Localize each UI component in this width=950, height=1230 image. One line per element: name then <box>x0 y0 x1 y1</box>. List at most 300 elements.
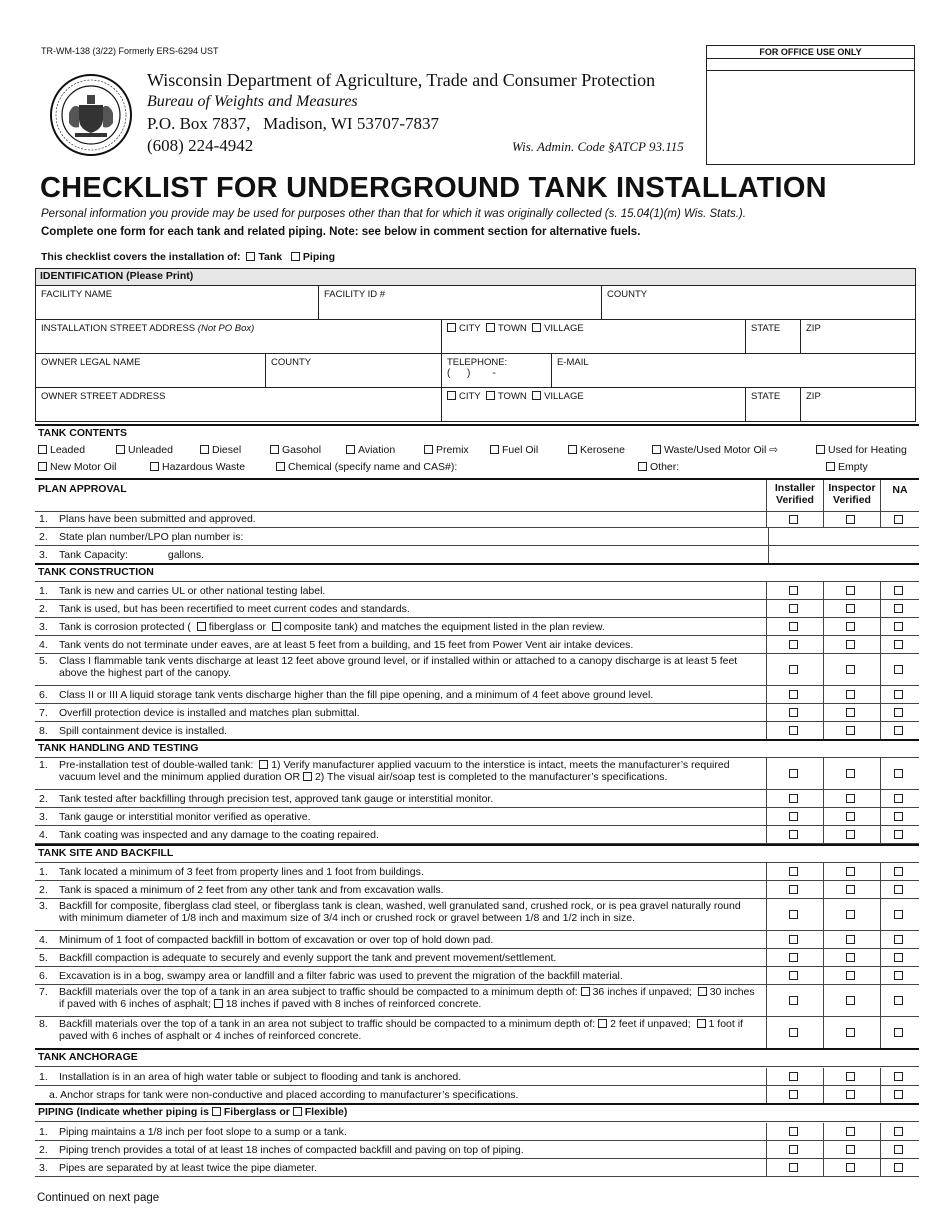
installer-checkbox[interactable] <box>789 726 798 735</box>
item-number: 2. <box>39 602 48 615</box>
na-cell <box>880 931 919 948</box>
zip-label: ZIP <box>806 323 821 334</box>
content-checkbox[interactable] <box>424 445 433 454</box>
inspector-checkbox[interactable] <box>846 971 855 980</box>
piping-fiberglass-label: Fiberglass or <box>223 1106 290 1118</box>
item-number: 1. <box>39 1125 48 1138</box>
content-option[interactable] <box>568 444 625 456</box>
installer-cell <box>766 511 823 527</box>
item-text: gallons. <box>167 548 205 561</box>
tank-label: Tank <box>258 251 283 263</box>
item-text: Tank tested after backfilling through precision test, approved tank gauge or interstitial monitor. <box>59 792 494 805</box>
na-checkbox[interactable] <box>894 812 903 821</box>
content-checkbox[interactable] <box>568 445 577 454</box>
inspector-checkbox[interactable] <box>846 812 855 821</box>
1-foot-checkbox[interactable] <box>697 1019 706 1028</box>
piping-header: PIPING (Indicate whether piping is <box>38 1106 209 1118</box>
state-label: STATE <box>751 323 781 334</box>
item-text: Pre-installation test of double-walled tank: <box>59 759 254 771</box>
item-text: fiberglass or <box>208 620 266 633</box>
inspector-cell <box>823 1017 880 1048</box>
inspector-checkbox[interactable] <box>846 690 855 699</box>
installer-cell <box>766 600 823 617</box>
owner-city-checkbox[interactable] <box>447 391 456 400</box>
na-checkbox[interactable] <box>894 665 903 674</box>
content-option[interactable] <box>826 461 868 473</box>
installer-cell <box>766 1068 823 1085</box>
inspector-checkbox[interactable] <box>846 935 855 944</box>
na-checkbox[interactable] <box>894 910 903 919</box>
installer-checkbox[interactable] <box>789 769 798 778</box>
inspector-cell <box>823 704 880 721</box>
content-label: Waste/Used Motor Oil ⇨ <box>664 444 779 456</box>
na-checkbox[interactable] <box>894 708 903 717</box>
na-cell <box>880 654 919 685</box>
na-cell <box>880 686 919 703</box>
agency-address: P.O. Box 7837, Madison, WI 53707-7837 <box>147 114 439 133</box>
installer-checkbox[interactable] <box>789 708 798 717</box>
installer-checkbox[interactable] <box>789 885 798 894</box>
inspector-checkbox[interactable] <box>846 953 855 962</box>
content-option[interactable] <box>200 444 241 456</box>
36-inch-checkbox[interactable] <box>581 987 590 996</box>
agency-name: Wisconsin Department of Agriculture, Trade and Consumer Protection <box>147 70 656 90</box>
tank-contents-row1 <box>38 444 918 458</box>
tank-contents-row2 <box>38 461 918 475</box>
inspector-cell <box>823 863 880 880</box>
inspector-cell <box>823 949 880 966</box>
inspector-checkbox[interactable] <box>846 830 855 839</box>
installer-checkbox[interactable] <box>789 640 798 649</box>
composite-tank-checkbox[interactable] <box>272 622 281 631</box>
install-municipality <box>442 320 746 353</box>
checklist-row <box>35 704 919 722</box>
air-soap-checkbox[interactable] <box>303 772 312 781</box>
item-number: 1. <box>39 865 48 878</box>
na-checkbox[interactable] <box>894 1028 903 1037</box>
inspector-cell <box>823 722 880 739</box>
content-checkbox[interactable] <box>652 445 661 454</box>
installer-cell <box>766 949 823 966</box>
section-header <box>35 847 919 859</box>
content-checkbox[interactable] <box>826 462 835 471</box>
owner-zip-label: ZIP <box>806 391 821 402</box>
na-checkbox[interactable] <box>894 885 903 894</box>
installer-checkbox[interactable] <box>789 812 798 821</box>
agency-phone: (608) 224-4942 <box>147 136 254 155</box>
owner-village-checkbox[interactable] <box>532 391 541 400</box>
na-checkbox[interactable] <box>894 1127 903 1136</box>
county-label: COUNTY <box>607 289 648 300</box>
installer-cell <box>766 1159 823 1176</box>
item-text: Pipes are separated by at least twice the pipe diameter. <box>59 1161 317 1174</box>
content-label: Other: <box>650 461 680 473</box>
piping-fiberglass-checkbox[interactable] <box>212 1107 221 1116</box>
item-text: a. Anchor straps for tank were non-conductive and placed according to manufacturer’s specifications. <box>49 1088 519 1101</box>
content-label: Leaded <box>50 444 86 456</box>
inspector-cell <box>823 1141 880 1158</box>
content-checkbox[interactable] <box>200 445 209 454</box>
inspector-cell <box>823 808 880 825</box>
village-label: VILLAGE <box>544 323 584 334</box>
inspector-checkbox[interactable] <box>846 996 855 1005</box>
item-text: State plan number/LPO plan number is: <box>59 530 244 543</box>
not-po-note: (Not PO Box) <box>197 323 255 334</box>
owner-city-label: CITY <box>459 391 481 402</box>
inspector-checkbox[interactable] <box>846 1163 855 1172</box>
content-option[interactable] <box>490 444 538 456</box>
installer-cell <box>766 704 823 721</box>
installer-checkbox[interactable] <box>789 910 798 919</box>
inspector-cell <box>823 686 880 703</box>
installer-checkbox[interactable] <box>789 935 798 944</box>
plan-approval-header: PLAN APPROVAL <box>38 483 127 495</box>
item-number: 1. <box>39 759 48 771</box>
install-address-field[interactable] <box>36 320 442 353</box>
content-label: Empty <box>838 461 868 473</box>
inspector-checkbox[interactable] <box>846 794 855 803</box>
piping-checkbox[interactable] <box>291 252 300 261</box>
inspector-cell <box>823 654 880 685</box>
installer-checkbox[interactable] <box>789 604 798 613</box>
inspector-checkbox[interactable] <box>846 622 855 631</box>
item-number: 3. <box>39 548 48 561</box>
inspector-checkbox[interactable] <box>846 910 855 919</box>
covers-line <box>41 251 335 263</box>
inspector-checkbox[interactable] <box>846 640 855 649</box>
content-option[interactable] <box>276 461 457 473</box>
item-text: 36 inches if unpaved; <box>592 986 692 998</box>
item-text: Class II or III A liquid storage tank vents discharge higher than the fill pipe opening, and a minimum of 4 feet above ground level. <box>59 688 654 701</box>
item-text: Tank coating was inspected and any damage to the coating repaired. <box>59 828 379 841</box>
owner-village-label: VILLAGE <box>544 391 584 402</box>
owner-address-label: OWNER STREET ADDRESS <box>41 391 166 402</box>
facility-id-field[interactable] <box>319 286 602 319</box>
install-state-field[interactable] <box>746 320 801 353</box>
identification-section <box>35 268 916 422</box>
na-checkbox[interactable] <box>894 690 903 699</box>
installer-checkbox[interactable] <box>789 971 798 980</box>
installer-checkbox[interactable] <box>789 1145 798 1154</box>
na-checkbox[interactable] <box>894 1163 903 1172</box>
office-use-label: FOR OFFICE USE ONLY <box>707 46 914 59</box>
install-zip-field[interactable] <box>801 320 915 353</box>
item-number: 3. <box>39 620 48 633</box>
install-city-checkbox[interactable] <box>447 323 456 332</box>
content-label: Hazardous Waste <box>162 461 246 473</box>
section-header <box>35 1051 919 1063</box>
installer-checkbox[interactable] <box>789 830 798 839</box>
installer-cell <box>766 826 823 843</box>
inspector-cell <box>823 881 880 898</box>
telephone-field[interactable] <box>442 354 552 387</box>
installer-cell <box>766 654 823 685</box>
item-number: 2. <box>39 792 48 805</box>
checklist-row <box>35 1159 919 1177</box>
page-title: CHECKLIST FOR UNDERGROUND TANK INSTALLATION <box>40 172 827 204</box>
na-checkbox[interactable] <box>894 769 903 778</box>
item-number: 3. <box>39 1161 48 1174</box>
checklist-row <box>35 931 919 949</box>
na-cell <box>880 1068 919 1085</box>
installer-checkbox[interactable] <box>789 665 798 674</box>
installer-cell <box>766 881 823 898</box>
content-checkbox[interactable] <box>38 445 47 454</box>
tank-construction-header: TANK CONSTRUCTION <box>38 566 154 578</box>
content-option[interactable] <box>652 444 778 456</box>
installer-checkbox[interactable] <box>789 794 798 803</box>
installer-cell <box>766 636 823 653</box>
item-text: Minimum of 1 foot of compacted backfill in bottom of excavation or over top of hold down pad. <box>59 933 494 946</box>
na-cell <box>880 704 919 721</box>
owner-name-field[interactable] <box>36 354 266 387</box>
installer-cell <box>766 931 823 948</box>
checklist-row <box>35 899 919 931</box>
item-text: Tank Capacity: <box>59 548 128 561</box>
checklist-row <box>35 1123 919 1141</box>
owner-municipality <box>442 388 746 421</box>
na-checkbox[interactable] <box>894 726 903 735</box>
owner-name-label: OWNER LEGAL NAME <box>41 357 141 368</box>
na-checkbox[interactable] <box>894 640 903 649</box>
na-checkbox[interactable] <box>894 867 903 876</box>
checklist-row <box>35 808 919 826</box>
section-header <box>35 566 919 578</box>
piping-flexible-label: Flexible) <box>304 1106 348 1118</box>
inspector-checkbox[interactable] <box>846 1145 855 1154</box>
18-inch-checkbox[interactable] <box>214 999 223 1008</box>
content-label: Diesel <box>212 444 242 456</box>
item-number: 1. <box>39 584 48 597</box>
installer-checkbox[interactable] <box>789 622 798 631</box>
installer-checkbox[interactable] <box>789 1127 798 1136</box>
inspector-checkbox[interactable] <box>846 586 855 595</box>
na-cell <box>880 511 919 527</box>
content-label: Aviation <box>358 444 396 456</box>
installer-checkbox[interactable] <box>789 1163 798 1172</box>
item-number: 7. <box>39 986 48 998</box>
installer-cell <box>766 808 823 825</box>
na-cell <box>880 636 919 653</box>
content-option[interactable] <box>638 461 679 473</box>
na-checkbox[interactable] <box>894 586 903 595</box>
install-town-checkbox[interactable] <box>486 323 495 332</box>
piping-flexible-checkbox[interactable] <box>293 1107 302 1116</box>
na-checkbox[interactable] <box>894 953 903 962</box>
content-option[interactable] <box>816 444 907 456</box>
item-number: 1. <box>39 1070 48 1083</box>
na-cell <box>880 600 919 617</box>
item-text: Spill containment device is installed. <box>59 724 228 737</box>
inspector-checkbox[interactable] <box>846 665 855 674</box>
item-text: Tank is corrosion protected ( <box>59 620 191 633</box>
tank-anchorage-header: TANK ANCHORAGE <box>38 1051 138 1063</box>
installer-cell <box>766 1123 823 1140</box>
inspector-cell <box>823 582 880 599</box>
checklist-row <box>35 654 919 686</box>
inspector-checkbox[interactable] <box>846 1127 855 1136</box>
inspector-checkbox[interactable] <box>846 769 855 778</box>
installer-checkbox[interactable] <box>789 1090 798 1099</box>
2-feet-checkbox[interactable] <box>598 1019 607 1028</box>
content-label: New Motor Oil <box>50 461 117 473</box>
item-number: 8. <box>39 724 48 737</box>
installer-checkbox[interactable] <box>789 996 798 1005</box>
content-checkbox[interactable] <box>490 445 499 454</box>
inspector-cell <box>823 790 880 807</box>
installer-verified-header: Installer Verified <box>766 480 823 511</box>
na-checkbox[interactable] <box>894 1090 903 1099</box>
content-checkbox[interactable] <box>116 445 125 454</box>
tank-handling-header: TANK HANDLING AND TESTING <box>38 742 199 754</box>
content-option[interactable] <box>424 444 469 456</box>
na-checkbox[interactable] <box>894 604 903 613</box>
inspector-cell <box>823 985 880 1016</box>
item-text: Overfill protection device is installed and matches plan submittal. <box>59 706 360 719</box>
vacuum-check-checkbox[interactable] <box>259 760 268 769</box>
na-checkbox[interactable] <box>894 794 903 803</box>
section-header <box>35 1106 919 1118</box>
na-checkbox[interactable] <box>894 515 903 524</box>
na-cell <box>880 790 919 807</box>
facility-name-field[interactable] <box>36 286 319 319</box>
inspector-cell <box>823 511 880 527</box>
installer-checkbox[interactable] <box>789 690 798 699</box>
inspector-cell <box>823 600 880 617</box>
content-option[interactable] <box>38 444 85 456</box>
inspector-checkbox[interactable] <box>846 726 855 735</box>
inspector-checkbox[interactable] <box>846 1072 855 1081</box>
installer-checkbox[interactable] <box>789 515 798 524</box>
na-checkbox[interactable] <box>894 1145 903 1154</box>
installer-checkbox[interactable] <box>789 953 798 962</box>
installer-cell <box>766 686 823 703</box>
installer-cell <box>766 1017 823 1048</box>
installer-checkbox[interactable] <box>789 1072 798 1081</box>
item-number: 3. <box>39 900 48 912</box>
content-checkbox[interactable] <box>346 445 355 454</box>
na-checkbox[interactable] <box>894 996 903 1005</box>
na-cell <box>880 1086 919 1103</box>
na-cell <box>880 1123 919 1140</box>
checklist-row <box>35 1086 919 1104</box>
city-label: CITY <box>459 323 481 334</box>
na-cell <box>880 582 919 599</box>
installer-checkbox[interactable] <box>789 586 798 595</box>
content-checkbox[interactable] <box>38 462 47 471</box>
content-label: Used for Heating <box>828 444 907 456</box>
content-checkbox[interactable] <box>150 462 159 471</box>
inspector-checkbox[interactable] <box>846 708 855 717</box>
inspector-cell <box>823 826 880 843</box>
30-inch-checkbox[interactable] <box>698 987 707 996</box>
content-label: Fuel Oil <box>502 444 539 456</box>
installer-cell <box>766 582 823 599</box>
installer-checkbox[interactable] <box>789 1028 798 1037</box>
inspector-cell <box>823 618 880 635</box>
office-use-box <box>706 45 915 165</box>
inspector-checkbox[interactable] <box>846 515 855 524</box>
inspector-checkbox[interactable] <box>846 1090 855 1099</box>
na-cell <box>880 1141 919 1158</box>
item-text: Plans have been submitted and approved. <box>59 513 256 525</box>
item-text: Tank located a minimum of 3 feet from property lines and 1 foot from buildings. <box>59 865 424 878</box>
na-checkbox[interactable] <box>894 1072 903 1081</box>
inspector-cell <box>823 1068 880 1085</box>
content-label: Premix <box>436 444 469 456</box>
content-option[interactable] <box>38 461 117 473</box>
checklist-row <box>35 967 919 985</box>
inspector-checkbox[interactable] <box>846 604 855 613</box>
owner-address-field[interactable] <box>36 388 442 421</box>
facility-county-field[interactable] <box>602 286 915 319</box>
install-address-label: INSTALLATION STREET ADDRESS <box>41 323 196 334</box>
install-village-checkbox[interactable] <box>532 323 541 332</box>
owner-town-checkbox[interactable] <box>486 391 495 400</box>
content-checkbox[interactable] <box>816 445 825 454</box>
item-text: Tank gauge or interstitial monitor verified as operative. <box>59 810 311 823</box>
checklist-row <box>35 758 919 790</box>
tank-site-header: TANK SITE AND BACKFILL <box>38 847 174 859</box>
inspector-checkbox[interactable] <box>846 867 855 876</box>
checklist-row <box>35 1068 919 1086</box>
content-option[interactable] <box>346 444 395 456</box>
content-option[interactable] <box>150 461 245 473</box>
item-text: Tank is used, but has been recertified to meet current codes and standards. <box>59 602 410 615</box>
owner-state-field[interactable] <box>746 388 801 421</box>
content-option[interactable] <box>116 444 173 456</box>
inspector-checkbox[interactable] <box>846 885 855 894</box>
wisconsin-seal-icon <box>49 73 133 157</box>
inspector-cell <box>823 758 880 789</box>
item-text: Excavation is in a bog, swampy area or landfill and a filter fabric was used to prevent the migration of the backfill material. <box>59 969 623 982</box>
na-header: NA <box>880 480 919 511</box>
owner-county-label: COUNTY <box>271 357 312 368</box>
content-checkbox[interactable] <box>276 462 285 471</box>
installer-checkbox[interactable] <box>789 867 798 876</box>
na-checkbox[interactable] <box>894 971 903 980</box>
item-text: composite tank) and matches the equipment listed in the plan review. <box>283 620 605 633</box>
item-number: 1. <box>39 513 48 525</box>
fiberglass-tank-checkbox[interactable] <box>197 622 206 631</box>
checklist-row <box>35 985 919 1017</box>
na-checkbox[interactable] <box>894 622 903 631</box>
checklist-row <box>35 863 919 881</box>
na-checkbox[interactable] <box>894 935 903 944</box>
inspector-cell <box>823 1086 880 1103</box>
item-number: 2. <box>39 1143 48 1156</box>
content-option[interactable] <box>270 444 321 456</box>
item-text: 2) The visual air/soap test is completed to the manufacturer’s specifications. <box>314 771 668 783</box>
item-text: 1) Verify manufacturer applied vacuum to the interstice is intact, meets the manufacturer’s required vacuum level and the minimum applied duration OR <box>59 759 730 783</box>
email-field[interactable] <box>552 354 915 387</box>
admin-code: Wis. Admin. Code §ATCP 93.115 <box>512 139 684 154</box>
content-checkbox[interactable] <box>638 462 647 471</box>
na-checkbox[interactable] <box>894 830 903 839</box>
item-text: Backfill compaction is adequate to securely and evenly support the tank and prevent movement/settlement. <box>59 951 557 964</box>
instruction: Complete one form for each tank and related piping. Note: see below in comment section for alternative fuels. <box>41 226 641 238</box>
owner-zip-field[interactable] <box>801 388 915 421</box>
owner-county-field[interactable] <box>266 354 442 387</box>
tank-checkbox[interactable] <box>246 252 255 261</box>
facility-name-label: FACILITY NAME <box>41 289 113 300</box>
inspector-cell <box>823 1123 880 1140</box>
content-checkbox[interactable] <box>270 445 279 454</box>
covers-label: This checklist covers the installation of: <box>41 251 241 263</box>
inspector-checkbox[interactable] <box>846 1028 855 1037</box>
item-text: Tank is spaced a minimum of 2 feet from any other tank and from excavation walls. <box>59 883 444 896</box>
na-cell <box>880 758 919 789</box>
